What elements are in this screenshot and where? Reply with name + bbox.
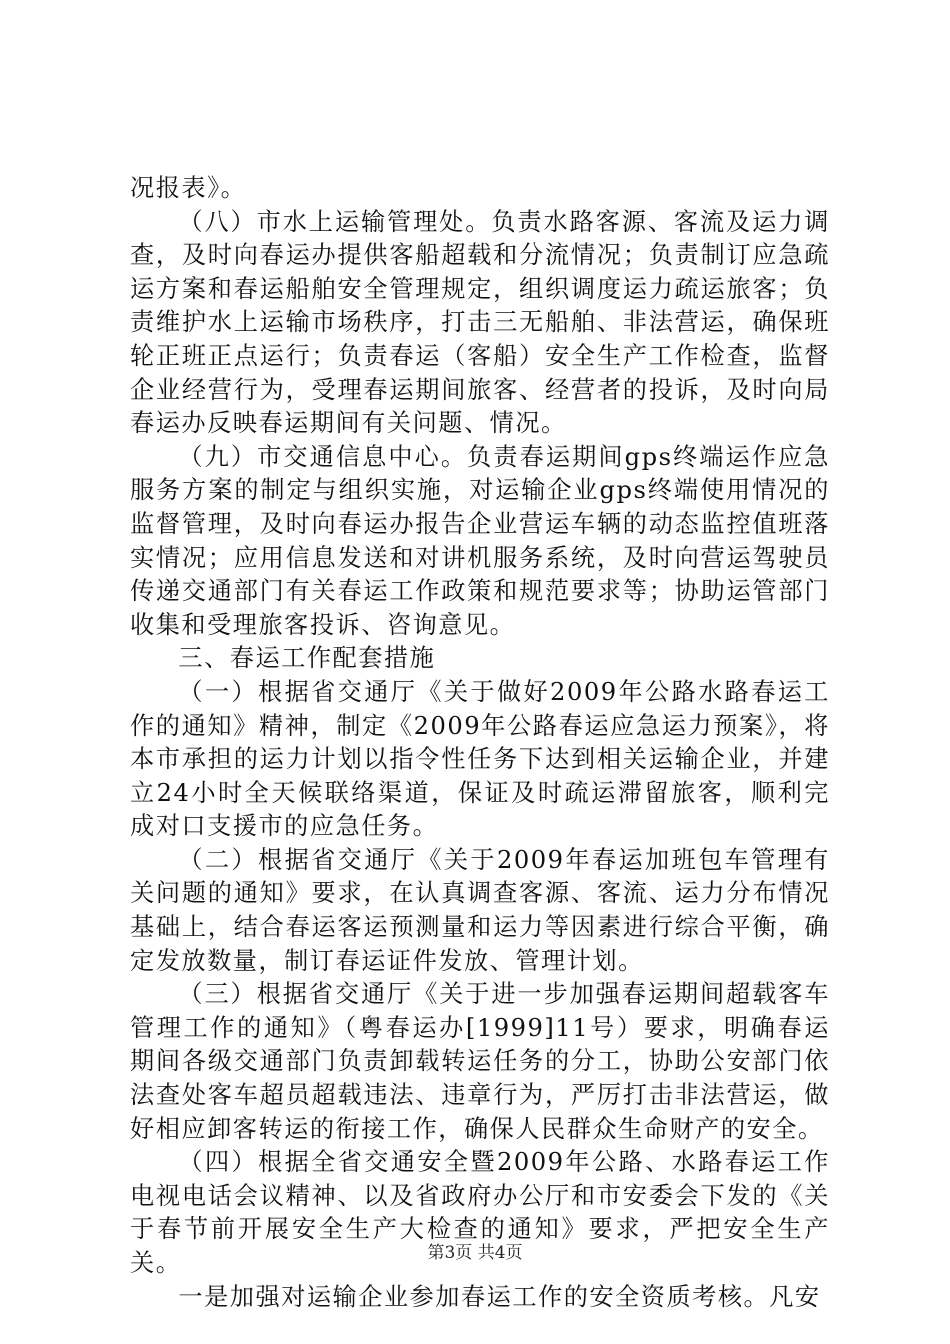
paragraph-continuation: 况报表》。: [130, 174, 247, 202]
paragraph-safety-check: 一是加强对运输企业参加春运工作的安全资质考核。凡安: [178, 1282, 821, 1311]
section-heading-measures: 三、春运工作配套措施: [178, 644, 436, 673]
paragraph-measure-1: （一）根据省交通厅《关于做好2009年公路水路春运工作的通知》精神，制定《2009年公路春运应急运力预案》，将本市承担的运力计划以指令性任务下达到相关运输企业，并建立24小时全天候联络渠道，保证及时疏运滞留旅客，顺利完成对口支援市的应急任务。: [130, 677, 830, 841]
document-body: [130, 172, 830, 1314]
paragraph-measure-3: （三）根据省交通厅《关于进一步加强春运期间超载客车管理工作的通知》（粤春运办[1999]11号）要求，明确春运期间各级交通部门负责卸载转运任务的分工，协助公安部门依法查处客车超员超载违法、违章行为，严厉打击非法营运，做好相应卸客转运的衔接工作，确保人民群众生命财产的安全。: [130, 980, 830, 1143]
paragraph-measure-4: （四）根据全省交通安全暨2009年公路、水路春运工作电视电话会议精神、以及省政府办公厅和市安委会下发的《关于春节前开展安全生产大检查的通知》要求，严把安全生产关。: [130, 1148, 830, 1277]
paragraph-water-transport-office: （八）市水上运输管理处。负责水路客源、客流及运力调查，及时向春运办提供客船超载和分流情况；负责制订应急疏运方案和春运船舶安全管理规定，组织调度运力疏运旅客；负责维护水上运输市场秩序，打击三无船舶、非法营运，确保班轮正班正点运行；负责春运（客船）安全生产工作检查，监督企业经营行为，受理春运期间旅客、经营者的投诉，及时向局春运办反映春运期间有关问题、情况。: [130, 207, 830, 438]
paragraph-measure-2: （二）根据省交通厅《关于2009年春运加班包车管理有关问题的通知》要求，在认真调查客源、客流、运力分布情况基础上，结合春运客运预测量和运力等因素进行综合平衡，确定发放数量，制订春运证件发放、管理计划。: [130, 845, 830, 975]
page-footer: 第3页 共4页: [427, 1243, 523, 1263]
paragraph-traffic-info-center: （九）市交通信息中心。负责春运期间gps终端运作应急服务方案的制定与组织实施，对运输企业gps终端使用情况的监督管理，及时向春运办报告企业营运车辆的动态监控值班落实情况；应用信息发送和对讲机服务系统，及时向营运驾驶员传递交通部门有关春运工作政策和规范要求等；协助运管部门收集和受理旅客投诉、咨询意见。: [130, 442, 830, 639]
